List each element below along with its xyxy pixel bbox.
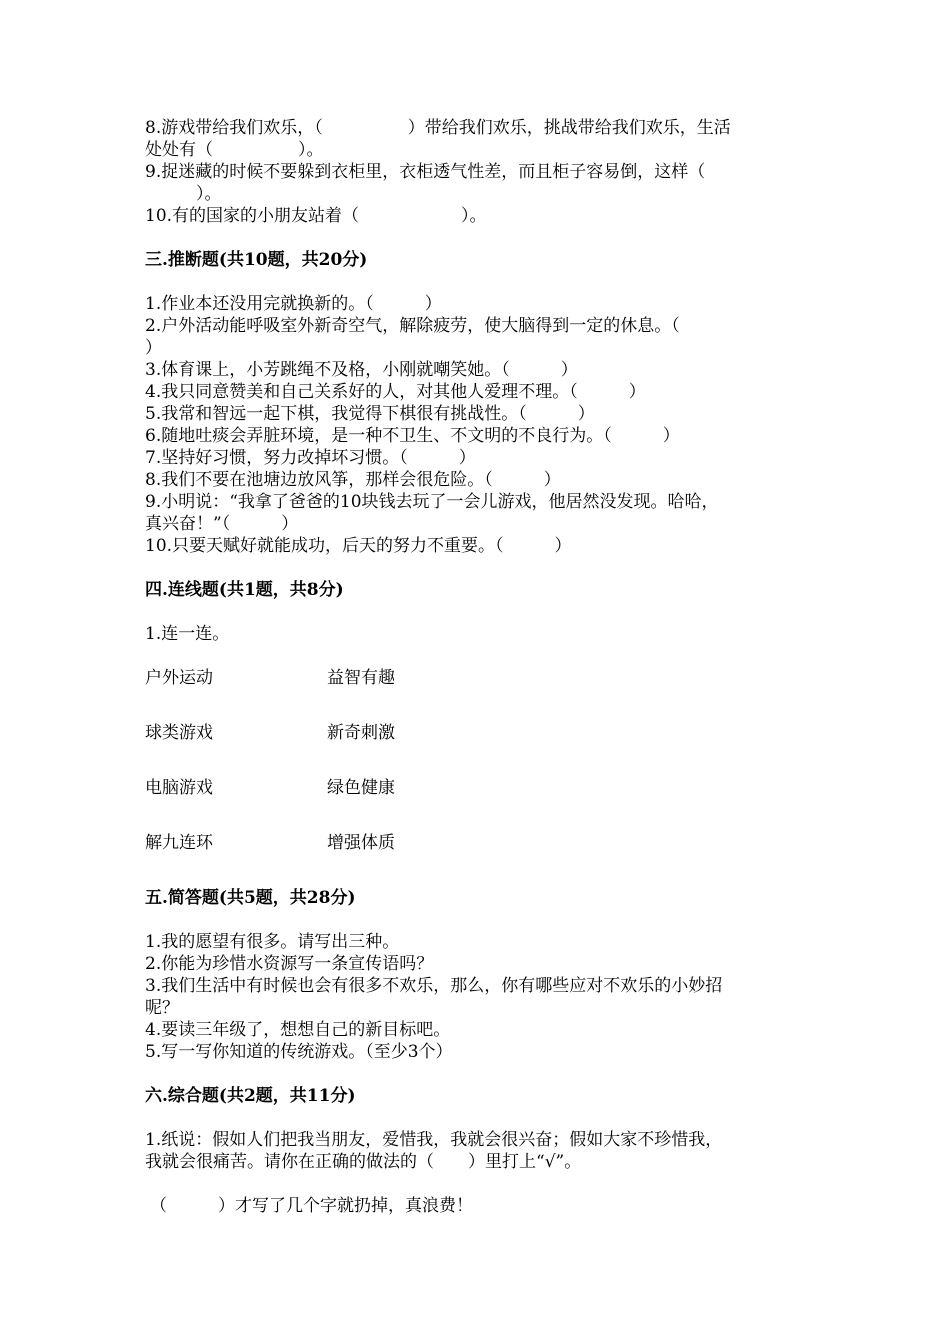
section3-heading: 三.推断题(共10题，共20分)	[145, 250, 368, 270]
s5-item: 3.我们生活中有时候也会有很多不欢乐，那么，你有哪些应对不欢乐的小妙招	[145, 976, 723, 996]
fill-q8-line1: 8.游戏带给我们欢乐，（ ）带给我们欢乐，挑战带给我们欢乐，生活	[145, 118, 731, 138]
s4-prompt: 1.连一连。	[145, 624, 230, 644]
s3-item: 5.我常和智远一起下棋，我觉得下棋很有挑战性。（ ）	[145, 404, 595, 424]
match-left-item[interactable]: 电脑游戏	[145, 778, 213, 798]
section5-heading: 五.简答题(共5题，共28分)	[145, 888, 356, 908]
s3-item: 3.体育课上，小芳跳绳不及格，小刚就嘲笑她。（ ）	[145, 360, 578, 380]
s3-item: 7.坚持好习惯，努力改掉坏习惯。（ ）	[145, 448, 476, 468]
s3-item: 4.我只同意赞美和自己关系好的人，对其他人爱理不理。（ ）	[145, 382, 646, 402]
match-left-item[interactable]: 户外运动	[145, 668, 213, 688]
section6-heading: 六.综合题(共2题，共11分)	[145, 1086, 356, 1106]
s6-option[interactable]: （ ）才写了几个字就扔掉，真浪费！	[150, 1196, 473, 1216]
match-left-item[interactable]: 解九连环	[145, 833, 213, 853]
match-right-item[interactable]: 新奇刺激	[327, 723, 395, 743]
s3-item: 6.随地吐痰会弄脏环境，是一种不卫生、不文明的不良行为。（ ）	[145, 426, 680, 446]
match-right-item[interactable]: 益智有趣	[327, 668, 395, 688]
s3-item: 真兴奋！”（ ）	[145, 514, 299, 534]
match-right-item[interactable]: 绿色健康	[327, 778, 395, 798]
s3-item: ）	[145, 338, 162, 358]
fill-q10: 10.有的国家的小朋友站着（ ）。	[145, 206, 487, 226]
fill-q8-line2: 处处有（ ）。	[145, 140, 324, 160]
s5-item: 1.我的愿望有很多。请写出三种。	[145, 932, 400, 952]
s6-line1: 1.纸说：假如人们把我当朋友，爱惜我，我就会很兴奋；假如大家不珍惜我，	[145, 1130, 723, 1150]
section4-heading: 四.连线题(共1题，共8分)	[145, 580, 344, 600]
match-left-item[interactable]: 球类游戏	[145, 723, 213, 743]
s3-item: 10.只要天赋好就能成功，后天的努力不重要。（ ）	[145, 536, 572, 556]
s5-item: 4.要读三年级了，想想自己的新目标吧。	[145, 1020, 451, 1040]
s3-item: 9.小明说：“我拿了爸爸的10块钱去玩了一会儿游戏，他居然没发现。哈哈，	[145, 492, 719, 512]
fill-q9-line1: 9.捉迷藏的时候不要躲到衣柜里，衣柜透气性差，而且柜子容易倒，这样（	[145, 162, 706, 182]
s3-item: 8.我们不要在池塘边放风筝，那样会很危险。（ ）	[145, 470, 561, 490]
s3-item: 2.户外活动能呼吸室外新奇空气，解除疲劳，使大脑得到一定的休息。（	[145, 316, 680, 336]
s6-line2: 我就会很痛苦。请你在正确的做法的（ ）里打上“√”。	[145, 1152, 582, 1172]
s5-item: 呢？	[145, 998, 179, 1018]
s3-item: 1.作业本还没用完就换新的。（ ）	[145, 294, 442, 314]
s5-item: 2.你能为珍惜水资源写一条宣传语吗？	[145, 954, 434, 974]
s5-item: 5.写一写你知道的传统游戏。（至少3个）	[145, 1042, 453, 1062]
match-right-item[interactable]: 增强体质	[327, 833, 395, 853]
fill-q9-line2: ）。	[145, 184, 222, 204]
